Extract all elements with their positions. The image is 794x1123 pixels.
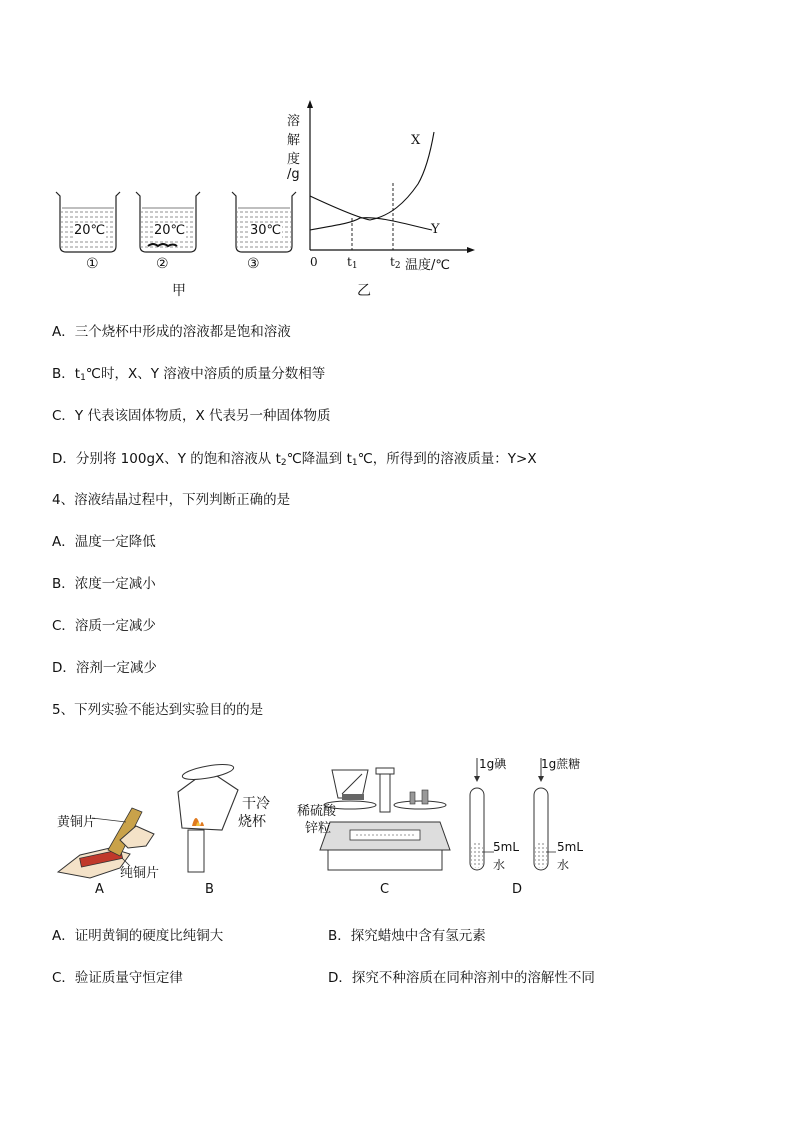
exp-b-label-2: 烧杯 [238,814,266,830]
t2-label: $t_2$ [390,255,401,271]
q3-option-b: B．$t_1℃$时，X、Y 溶液中溶质的质量分数相等 [52,366,326,383]
beaker-1-temp: 20℃ [74,223,106,238]
exp-c-caption: C [380,882,390,897]
exp-a-label-bottom: 纯铜片 [120,866,160,881]
q5-option-b: B．探究蜡烛中含有氢元素 [328,928,486,944]
beaker-3 [232,192,296,252]
q5-option-a: A．证明黄铜的硬度比纯铜大 [52,928,224,944]
exp-b-label-1: 干冷 [242,796,270,812]
exp-a-label-top: 黄铜片 [57,815,97,830]
exp-d-tube2-vol: 5mL [557,840,584,854]
curve-x-label: X [411,133,421,148]
q5-option-c: C．验证质量守恒定律 [52,970,183,986]
exp-c-label-2: 锌粒 [305,821,332,836]
beaker-2-temp: 20℃ [154,223,186,238]
exp-d-tube1-liquid: 水 [493,858,506,872]
y-axis-label-1: 溶 [287,114,301,129]
q4-option-d: D．溶剂一定减少 [52,660,157,676]
beaker-1-number: ① [86,256,99,272]
exp-d-tube1-vol: 5mL [493,840,520,854]
y-axis-label-4: /g [287,167,300,182]
exp-d-tube2-liquid: 水 [557,858,570,872]
q4-option-c: C．溶质一定减少 [52,618,156,634]
origin-label: 0 [310,255,318,269]
experiment-b-drawing [178,762,238,872]
beaker-2 [136,192,200,252]
y-axis-label-3: 度 [287,152,301,167]
exp-d-tube1-top: 1g碘 [479,757,507,771]
figure-yi-caption: 乙 [357,283,371,299]
q3-option-d: D．分别将 100gX、Y 的饱和溶液从 $t_2℃$降温到 $t_1℃$，所得到的溶液质量：Y>X [52,451,537,468]
exp-b-caption: B [205,882,214,897]
q4-stem: 4、溶液结晶过程中，下列判断正确的是 [52,492,291,508]
solubility-graph [300,100,480,260]
t1-label: $t_1$ [347,255,358,271]
experiment-c-drawing [320,768,450,870]
exp-a-caption: A [95,882,104,897]
q4-option-a: A．温度一定降低 [52,534,156,550]
figure-jia-caption: 甲 [172,283,186,299]
q3-option-a: A．三个烧杯中形成的溶液都是饱和溶液 [52,324,291,340]
curve-y-label: Y [431,222,440,237]
exp-d-tube2-top: 1g蔗糖 [541,757,581,771]
q5-stem: 5、下列实验不能达到实验目的的是 [52,702,264,718]
beaker-3-temp: 30℃ [250,223,282,238]
q4-option-b: B．浓度一定减小 [52,576,156,592]
x-axis-label: 温度/℃ [405,258,450,273]
q5-option-d: D．探究不种溶质在同种溶剂中的溶解性不同 [328,970,595,986]
exp-c-label-1: 稀硫酸 [297,804,337,819]
beaker-1 [56,192,120,252]
beaker-2-number: ② [156,256,169,272]
y-axis-label-2: 解 [287,133,301,148]
beaker-3-number: ③ [247,256,260,272]
exp-d-caption: D [512,882,523,897]
q3-option-c: C．Y 代表该固体物质，X 代表另一种固体物质 [52,408,331,424]
